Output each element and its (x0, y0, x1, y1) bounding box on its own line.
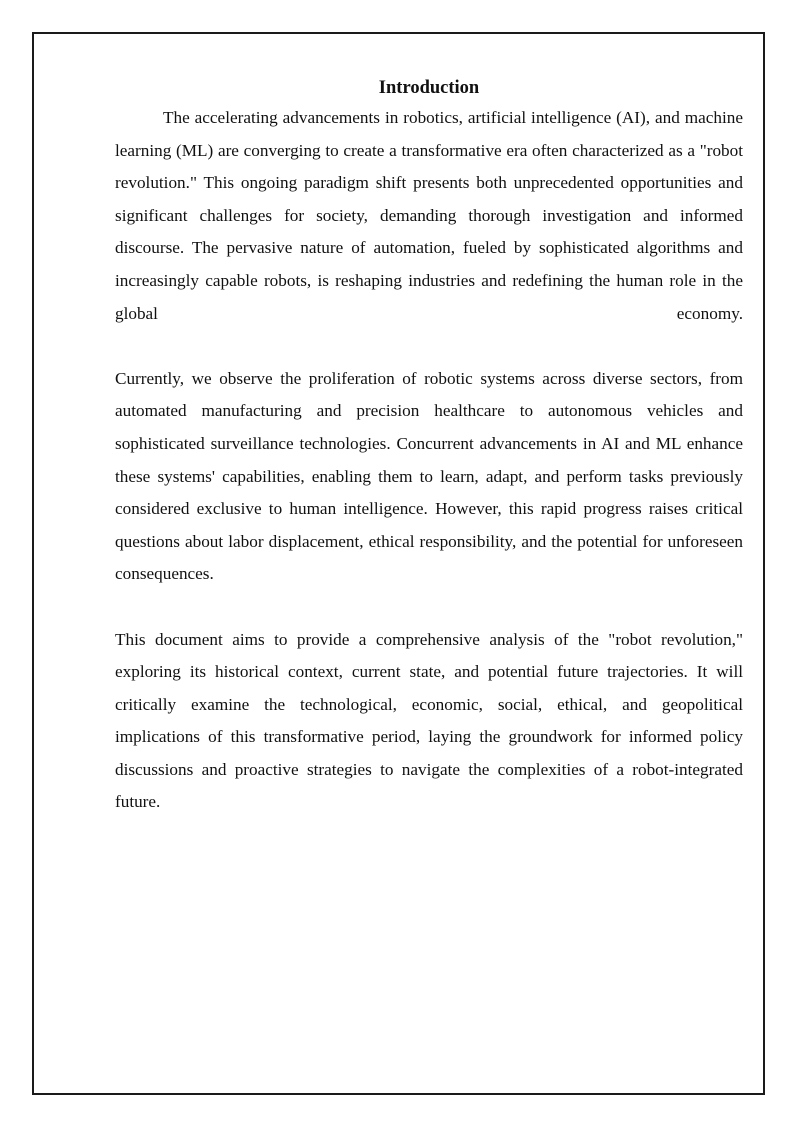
section-heading: Introduction (378, 78, 480, 98)
paragraph-3: This document aims to provide a comprehensive analysis of the "robot revolution," exploring its historical context, current state, and potential future trajectories. It will critically examine the technological, economic, social, ethical, and geopolitical implications of this transformative period, laying the groundwork for informed policy discussions and proactive strategies to navigate the complexities of a robot-integrated future. (115, 629, 743, 812)
paragraph-gap (115, 591, 743, 624)
paragraph-2: Currently, we observe the proliferation of robotic systems across diverse sectors, from automated manufacturing and precision healthcare to autonomous vehicles and sophisticated surveillance technologies. Concurrent advancements in AI and ML enhance these systems' capabilities, enabling them to learn, adapt, and perform tasks previously considered exclusive to human intelligence. However, this rapid progress raises critical questions about labor displacement, ethical responsibility, and the potential for unforeseen consequences. (115, 368, 743, 584)
paragraph-1: The accelerating advancements in robotics, artificial intelligence (AI), and machine learning (ML) are converging to create a transformative era often characterized as a "robot revolution." This ongoing paradigm shift presents both unprecedented opportunities and significant challenges for society, demanding thorough investigation and informed discourse. The pervasive nature of automation, fueled by sophisticated algorithms and increasingly capable robots, is reshaping industries and redefining the human role in the global economy. (115, 108, 743, 323)
paragraph-gap (115, 330, 743, 363)
document-body (115, 74, 743, 819)
